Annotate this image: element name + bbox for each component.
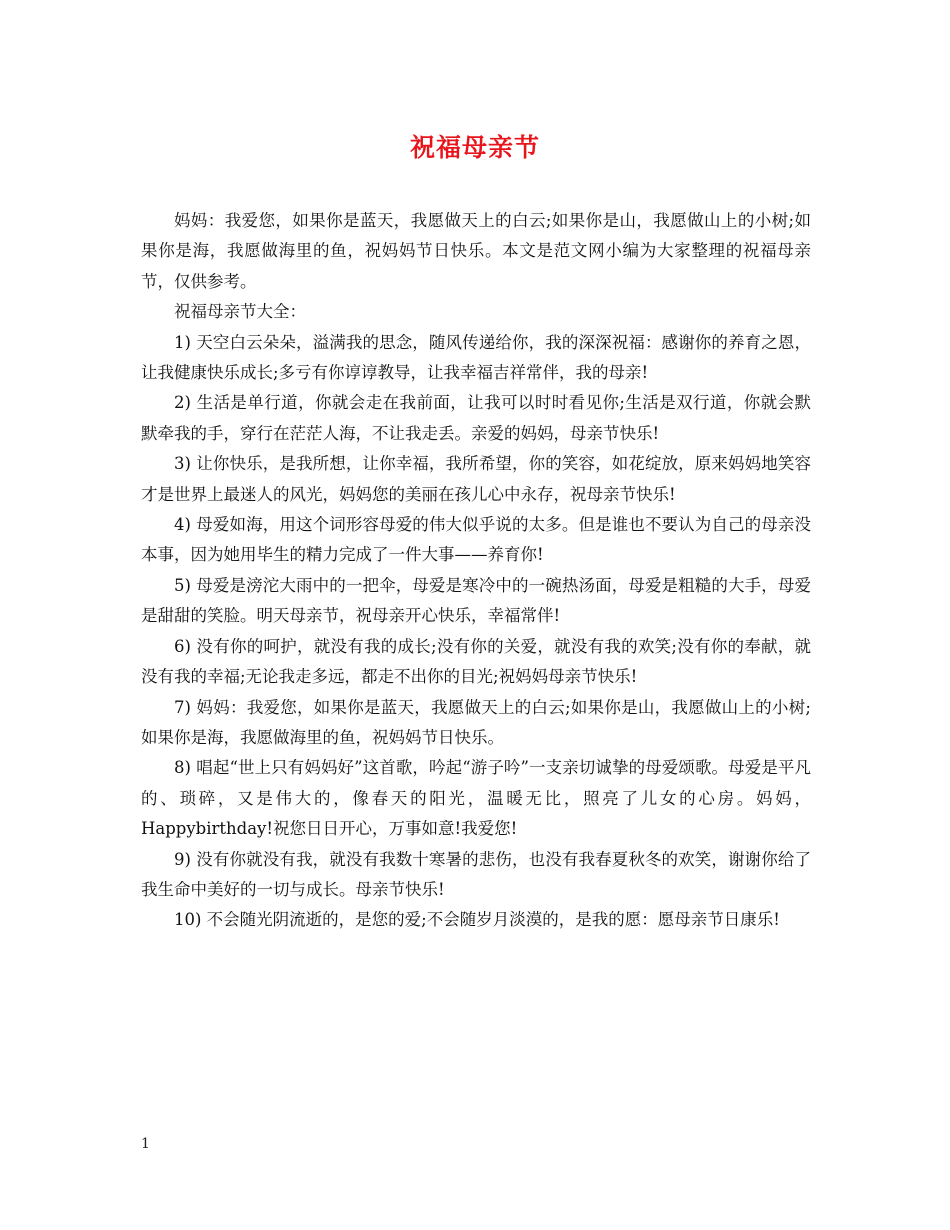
blessing-item: 4) 母爱如海，用这个词形容母爱的伟大似乎说的太多。但是谁也不要认为自己的母亲没本事，因为她用毕生的精力完成了一件大事——养育你! xyxy=(141,515,811,565)
blessing-item: 6) 没有你的呵护，就没有我的成长;没有你的关爱，就没有我的欢笑;没有你的奉献，就没有我的幸福;无论我走多远，都走不出你的目光;祝妈妈母亲节快乐! xyxy=(141,636,811,687)
page-number: 1 xyxy=(141,1136,150,1152)
blessing-item: 2) 生活是单行道，你就会走在我前面，让我可以时时看见你;生活是双行道，你就会默默牵我的手，穿行在茫茫人海，不让我走丢。亲爱的妈妈，母亲节快乐! xyxy=(141,393,811,443)
document-title: 祝福母亲节 xyxy=(409,133,540,162)
section-heading: 祝福母亲节大全： xyxy=(174,302,306,322)
blessing-item: 3) 让你快乐，是我所想，让你幸福，我所希望，你的笑容，如花绽放，原来妈妈地笑容才是世界上最迷人的风光，妈妈您的美丽在孩儿心中永存，祝母亲节快乐! xyxy=(141,454,811,504)
blessing-item: 1) 天空白云朵朵，溢满我的思念，随风传递给你，我的深深祝福：感谢你的养育之恩，让我健康快乐成长;多亏有你谆谆教导，让我幸福吉祥常伴，我的母亲! xyxy=(141,332,811,383)
blessing-item: 5) 母爱是滂沱大雨中的一把伞，母爱是寒冷中的一碗热汤面，母爱是粗糙的大手，母爱是甜甜的笑脸。明天母亲节，祝母亲开心快乐，幸福常伴! xyxy=(141,575,811,626)
intro-paragraph: 妈妈：我爱您，如果你是蓝天，我愿做天上的白云;如果你是山，我愿做山上的小树;如果你是海，我愿做海里的鱼，祝妈妈节日快乐。本文是范文网小编为大家整理的祝福母亲节，仅供参考。 xyxy=(141,211,811,291)
blessing-item: 7) 妈妈：我爱您，如果你是蓝天，我愿做天上的白云;如果你是山，我愿做山上的小树;如果你是海，我愿做海里的鱼，祝妈妈节日快乐。 xyxy=(141,697,811,747)
blessing-item: 8) 唱起“世上只有妈妈好”这首歌，吟起“游子吟”一支亲切诚挚的母爱颂歌。母爱是平凡的、琐碎，又是伟大的，像春天的阳光，温暖无比，照亮了儿女的心房。妈妈，Happybirthday!祝您日日开心，万事如意!我爱您! xyxy=(141,758,811,839)
blessing-item: 10) 不会随光阴流逝的，是您的爱;不会随岁月淡漠的，是我的愿：愿母亲节日康乐! xyxy=(174,910,780,930)
blessing-item: 9) 没有你就没有我，就没有我数十寒暑的悲伤，也没有我春夏秋冬的欢笑，谢谢你给了我生命中美好的一切与成长。母亲节快乐! xyxy=(141,849,811,899)
document-body xyxy=(141,206,811,936)
